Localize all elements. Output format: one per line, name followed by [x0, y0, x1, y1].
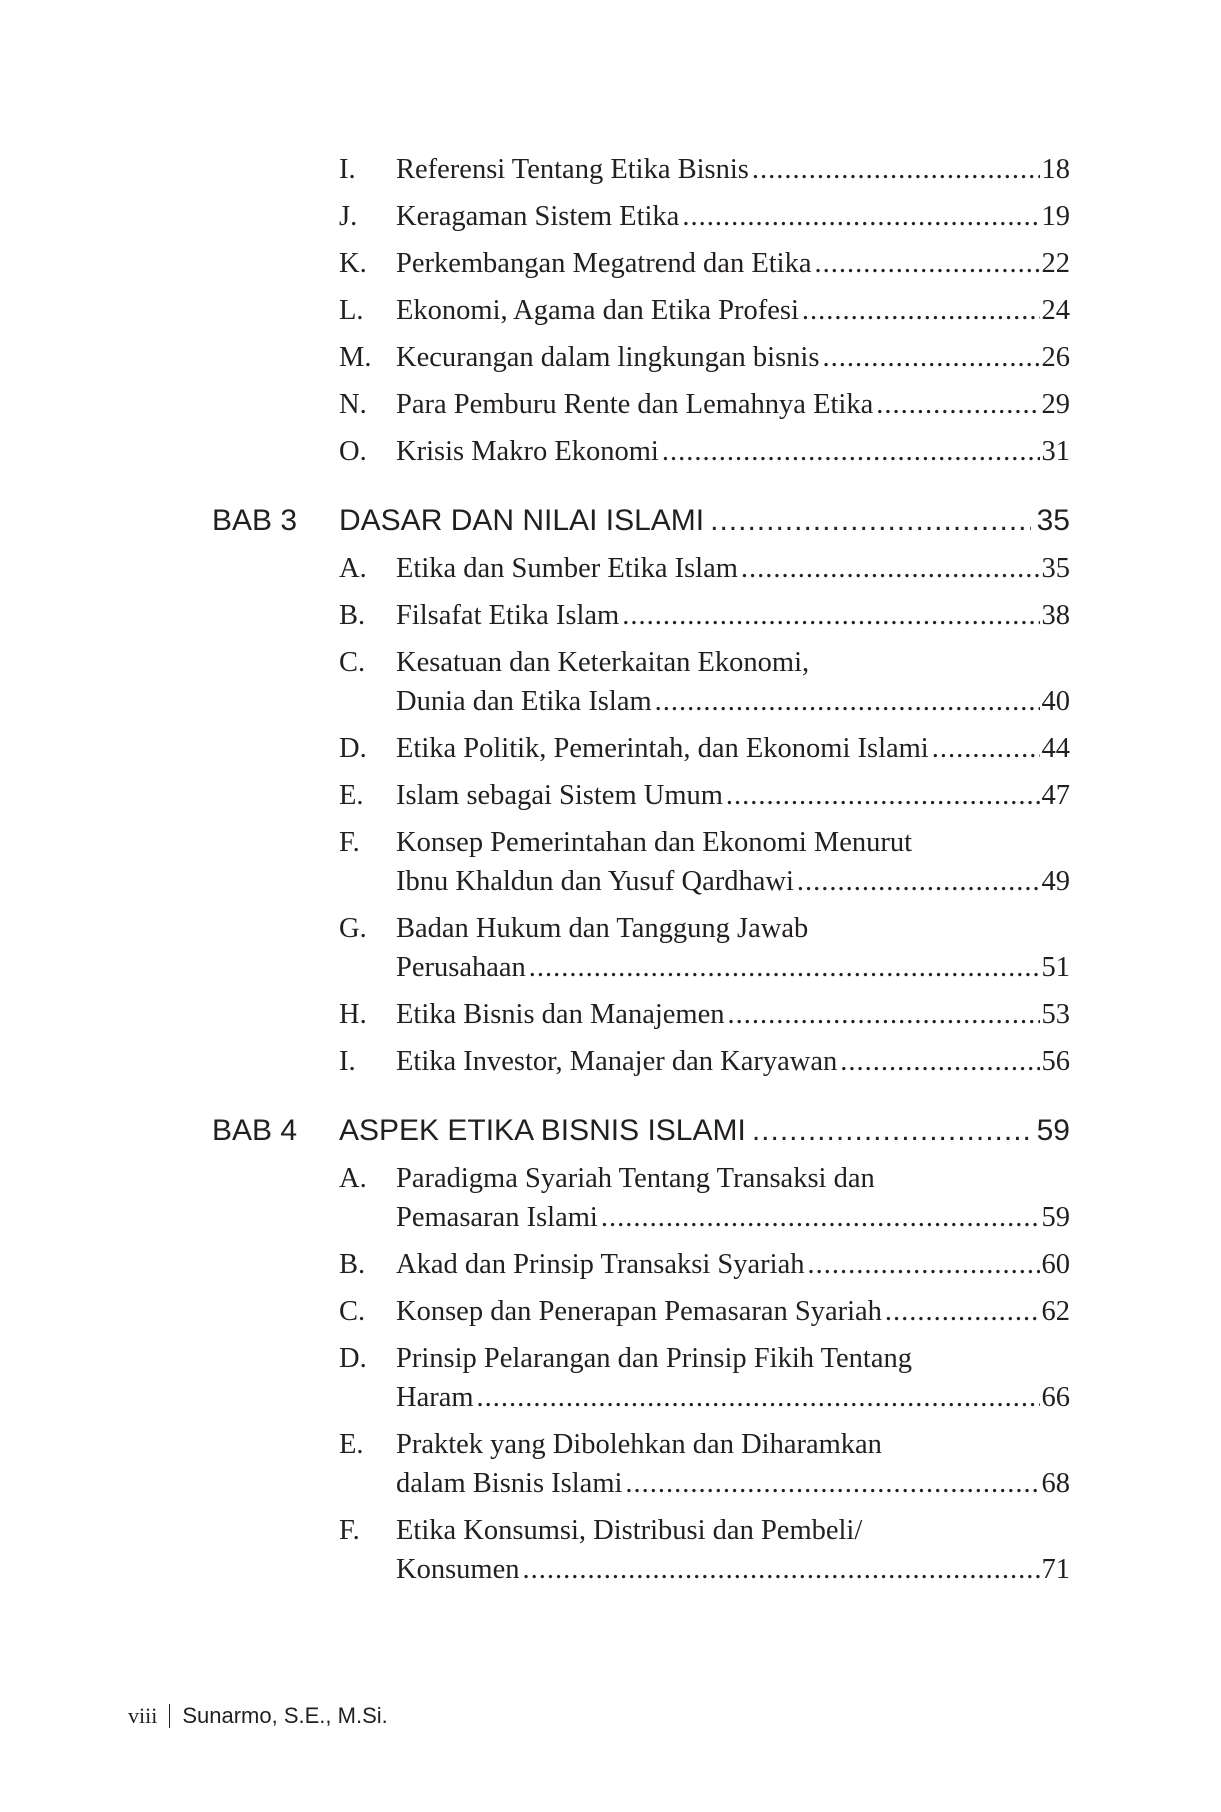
entry-letter: C.: [339, 1296, 366, 1327]
entry-title: Islam sebagai Sistem Umum: [396, 780, 723, 811]
entry-page-number: 62: [1041, 1296, 1070, 1327]
dot-leader: [876, 385, 1039, 424]
toc-entry: [212, 1425, 1070, 1503]
entry-title: Krisis Makro Ekonomi: [396, 436, 659, 467]
entry-title-line: [396, 150, 1070, 189]
chapter-number: BAB 3: [212, 504, 298, 537]
toc-entry: [212, 549, 1070, 588]
entry-title-line: [396, 776, 1070, 815]
entry-title: Kecurangan dalam lingkungan bisnis: [396, 342, 820, 373]
entry-title-line: [396, 596, 1070, 635]
dot-leader: [625, 1464, 1039, 1503]
entry-title: Perkembangan Megatrend dan Etika: [396, 248, 812, 279]
entry-letter: B.: [339, 600, 366, 631]
entry-title: dalam Bisnis Islami: [396, 1468, 623, 1499]
page-folio: viii: [128, 1703, 158, 1728]
dot-leader: [682, 197, 1039, 236]
toc-entry: [212, 1159, 1070, 1237]
entry-page-number: 68: [1041, 1468, 1070, 1499]
dot-leader: [932, 729, 1040, 768]
toc-entry: [212, 1511, 1070, 1589]
entry-page-number: 38: [1041, 600, 1070, 631]
toc-entry: [212, 776, 1070, 815]
entry-page-number: 71: [1041, 1554, 1070, 1585]
entry-page-number: 51: [1041, 952, 1070, 983]
entry-title: Konsumen: [396, 1554, 520, 1585]
toc-entry: [212, 338, 1070, 377]
entry-title-line: [396, 1042, 1070, 1081]
entry-letter: D.: [339, 1343, 367, 1374]
toc-entry: [212, 643, 1070, 721]
table-of-contents: [212, 150, 1070, 1597]
toc-entry: [212, 1292, 1070, 1331]
entry-page-number: 47: [1041, 780, 1070, 811]
entry-title: Etika Bisnis dan Manajemen: [396, 999, 725, 1030]
entry-title-line: [396, 338, 1070, 377]
entry-title-line: [396, 948, 1070, 987]
page-footer: [128, 1703, 388, 1729]
dot-leader: [802, 291, 1040, 330]
entry-title: Konsep dan Penerapan Pemasaran Syariah: [396, 1296, 882, 1327]
entry-letter: G.: [339, 913, 367, 944]
chapter-heading: [212, 499, 1070, 543]
entry-title-line: [396, 1245, 1070, 1284]
entry-title: Keragaman Sistem Etika: [396, 201, 680, 232]
entry-title-line: [396, 385, 1070, 424]
entry-title: Akad dan Prinsip Transaksi Syariah: [396, 1249, 805, 1280]
dot-leader: [523, 1550, 1040, 1589]
entry-page-number: 29: [1041, 389, 1070, 420]
toc-entry: [212, 823, 1070, 901]
chapter-heading: [212, 1109, 1070, 1153]
dot-leader: [622, 596, 1039, 635]
toc-entry: [212, 197, 1070, 236]
toc-entry: [212, 1339, 1070, 1417]
entry-title-line: Prinsip Pelarangan dan Prinsip Fikih Tentang: [396, 1343, 912, 1374]
entry-title-line: Praktek yang Dibolehkan dan Diharamkan: [396, 1429, 882, 1460]
entry-page-number: 56: [1041, 1046, 1070, 1077]
entry-title: Ibnu Khaldun dan Yusuf Qardhawi: [396, 866, 794, 897]
entry-title: Filsafat Etika Islam: [396, 600, 620, 631]
dot-leader: [797, 862, 1040, 901]
chapter-page-number: 59: [1036, 1114, 1070, 1147]
entry-letter: J.: [339, 201, 358, 232]
dot-leader: [529, 948, 1040, 987]
entry-letter: O.: [339, 436, 367, 467]
dot-leader: [752, 150, 1040, 189]
footer-divider: [169, 1704, 170, 1728]
entry-title: Para Pemburu Rente dan Lemahnya Etika: [396, 389, 874, 420]
entry-page-number: 35: [1041, 553, 1070, 584]
entry-page-number: 26: [1041, 342, 1070, 373]
entry-page-number: 49: [1041, 866, 1070, 897]
dot-leader: [840, 1042, 1039, 1081]
chapter-page-number: 35: [1036, 504, 1070, 537]
chapter-title: DASAR DAN NILAI ISLAMI: [339, 504, 705, 537]
entry-title: Etika Politik, Pemerintah, dan Ekonomi Islami: [396, 733, 929, 764]
toc-entry: [212, 1245, 1070, 1284]
dot-leader: [662, 432, 1040, 471]
entry-page-number: 18: [1041, 154, 1070, 185]
entry-letter: E.: [339, 1429, 364, 1460]
dot-leader: [601, 1198, 1040, 1237]
entry-title-line: [396, 1378, 1070, 1417]
entry-title-line: [396, 1464, 1070, 1503]
entry-title: Etika Investor, Manajer dan Karyawan: [396, 1046, 838, 1077]
entry-title-line: [396, 197, 1070, 236]
entry-title-line: [396, 1550, 1070, 1589]
entry-title-line: [396, 1292, 1070, 1331]
entry-letter: K.: [339, 248, 367, 279]
dot-leader: [741, 549, 1040, 588]
toc-entry: [212, 995, 1070, 1034]
entry-letter: E.: [339, 780, 364, 811]
entry-title: Referensi Tentang Etika Bisnis: [396, 154, 749, 185]
entry-page-number: 60: [1041, 1249, 1070, 1280]
entry-page-number: 53: [1041, 999, 1070, 1030]
entry-letter: M.: [339, 342, 372, 373]
entry-title-line: Kesatuan dan Keterkaitan Ekonomi,: [396, 647, 810, 678]
dot-leader: [726, 776, 1040, 815]
entry-title-line: [396, 682, 1070, 721]
toc-entry: [212, 1042, 1070, 1081]
dot-leader: [808, 1245, 1040, 1284]
dot-leader: [814, 244, 1039, 283]
entry-letter: I.: [339, 154, 356, 185]
entry-title-line: Badan Hukum dan Tanggung Jawab: [396, 913, 809, 944]
entry-page-number: 44: [1041, 733, 1070, 764]
entry-page-number: 31: [1041, 436, 1070, 467]
toc-entry: [212, 729, 1070, 768]
toc-entry: [212, 244, 1070, 283]
dot-leader: [727, 995, 1039, 1034]
entry-title: Dunia dan Etika Islam: [396, 686, 652, 717]
entry-title-line: [396, 244, 1070, 283]
entry-letter: A.: [339, 1163, 367, 1194]
entry-page-number: 19: [1041, 201, 1070, 232]
toc-entry: [212, 596, 1070, 635]
entry-title-line: [396, 995, 1070, 1034]
entry-title: Etika dan Sumber Etika Islam: [396, 553, 738, 584]
entry-page-number: 59: [1041, 1202, 1070, 1233]
author-name: Sunarmo, S.E., M.Si.: [182, 1703, 388, 1728]
chapter-number: BAB 4: [212, 1114, 298, 1147]
entry-letter: D.: [339, 733, 367, 764]
chapter-title: ASPEK ETIKA BISNIS ISLAMI: [339, 1114, 746, 1147]
entry-title: Ekonomi, Agama dan Etika Profesi: [396, 295, 799, 326]
entry-letter: A.: [339, 553, 367, 584]
entry-letter: F.: [339, 1515, 360, 1546]
entry-title-line: [396, 549, 1070, 588]
entry-letter: F.: [339, 827, 360, 858]
toc-entry: [212, 432, 1070, 471]
entry-title-line: [396, 291, 1070, 330]
entry-letter: H.: [339, 999, 367, 1030]
dot-leader: [477, 1378, 1040, 1417]
entry-title-line: [396, 432, 1070, 471]
entry-title: Perusahaan: [396, 952, 526, 983]
entry-letter: I.: [339, 1046, 356, 1077]
entry-page-number: 40: [1041, 686, 1070, 717]
dot-leader: [710, 499, 1031, 543]
entry-title-line: Paradigma Syariah Tentang Transaksi dan: [396, 1163, 875, 1194]
entry-title-line: [396, 1198, 1070, 1237]
dot-leader: [655, 682, 1040, 721]
entry-letter: N.: [339, 389, 367, 420]
entry-title-line: [396, 729, 1070, 768]
dot-leader: [822, 338, 1039, 377]
entry-title: Pemasaran Islami: [396, 1202, 598, 1233]
entry-title-line: [396, 862, 1070, 901]
entry-title-line: Konsep Pemerintahan dan Ekonomi Menurut: [396, 827, 913, 858]
entry-letter: B.: [339, 1249, 366, 1280]
dot-leader: [752, 1109, 1031, 1153]
entry-page-number: 22: [1041, 248, 1070, 279]
dot-leader: [885, 1292, 1040, 1331]
entry-letter: C.: [339, 647, 366, 678]
toc-entry: [212, 150, 1070, 189]
entry-letter: L.: [339, 295, 364, 326]
entry-title: Haram: [396, 1382, 474, 1413]
toc-entry: [212, 385, 1070, 424]
entry-page-number: 24: [1041, 295, 1070, 326]
entry-page-number: 66: [1041, 1382, 1070, 1413]
toc-entry: [212, 909, 1070, 987]
entry-title-line: Etika Konsumsi, Distribusi dan Pembeli/: [396, 1515, 863, 1546]
toc-entry: [212, 291, 1070, 330]
